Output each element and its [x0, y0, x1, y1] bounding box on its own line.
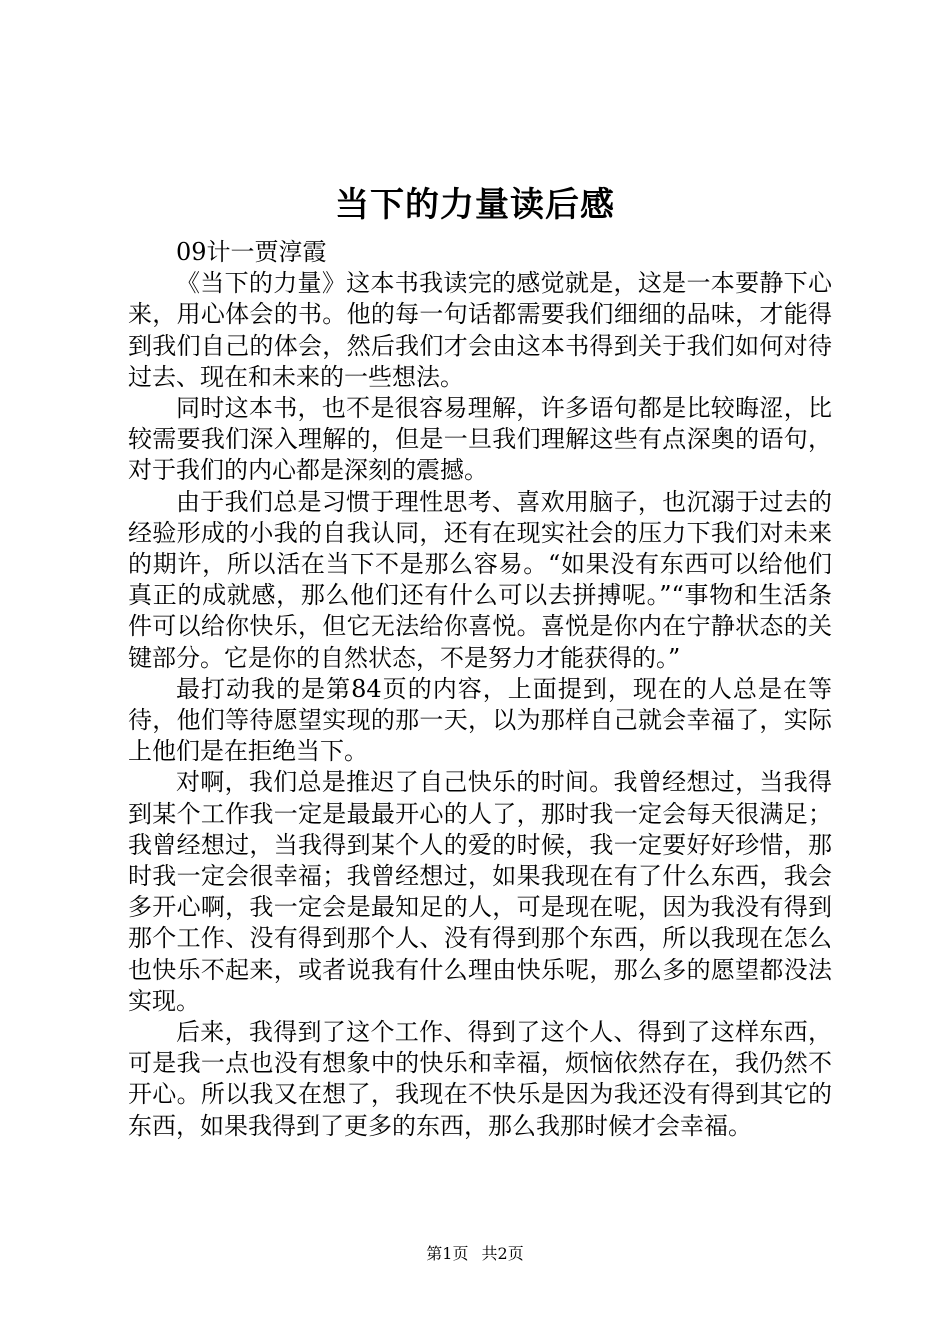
document-body	[128, 237, 832, 1142]
paragraph-3: 由于我们总是习惯于理性思考、喜欢用脑子，也沉溺于过去的经验形成的小我的自我认同，还有在现实社会的压力下我们对未来的期许，所以活在当下不是那么容易。“如果没有东西可以给他们真正的成就感，那么他们还有什么可以去拼搏呢。”“事物和生活条件可以给你快乐，但它无法给你喜悦。喜悦是你内在宁静状态的关键部分。它是你的自然状态，不是努力才能获得的。”	[128, 487, 832, 672]
paragraph-2: 同时这本书，也不是很容易理解，许多语句都是比较晦涩，比较需要我们深入理解的，但是一旦我们理解这些有点深奥的语句，对于我们的内心都是深刻的震撼。	[128, 394, 832, 485]
paragraph-4: 最打动我的是第84页的内容，上面提到，现在的人总是在等待，他们等待愿望实现的那一天，以为那样自己就会幸福了，实际上他们是在拒绝当下。	[128, 674, 832, 766]
page-title: 当下的力量读后感	[335, 185, 615, 225]
page-number: 第1页	[426, 1244, 469, 1263]
page-footer	[0, 1242, 950, 1266]
paragraph-1: 《当下的力量》这本书我读完的感觉就是，这是一本要静下心来，用心体会的书。他的每一句话都需要我们细细的品味，才能得到我们自己的体会，然后我们才会由这本书得到关于我们如何对待过去、现在和未来的一些想法。	[128, 269, 832, 391]
page-total: 共2页	[481, 1244, 524, 1263]
author-line: 09计一贾淳霞	[176, 238, 327, 266]
paragraph-5: 对啊，我们总是推迟了自己快乐的时间。我曾经想过，当我得到某个工作我一定是最最开心的人了，那时我一定会每天很满足；我曾经想过，当我得到某个人的爱的时候，我一定要好好珍惜，那时我一定会很幸福；我曾经想过，如果我现在有了什么东西，我会多开心啊，我一定会是最知足的人，可是现在呢，因为我没有得到那个工作、没有得到那个人、没有得到那个东西，所以我现在怎么也快乐不起来，或者说我有什么理由快乐呢，那么多的愿望都没法实现。	[128, 768, 832, 1015]
paragraph-6: 后来，我得到了这个工作、得到了这个人、得到了这样东西，可是我一点也没有想象中的快乐和幸福，烦恼依然存在，我仍然不开心。所以我又在想了，我现在不快乐是因为我还没有得到其它的东西，如果我得到了更多的东西，那么我那时候才会幸福。	[128, 1018, 832, 1140]
